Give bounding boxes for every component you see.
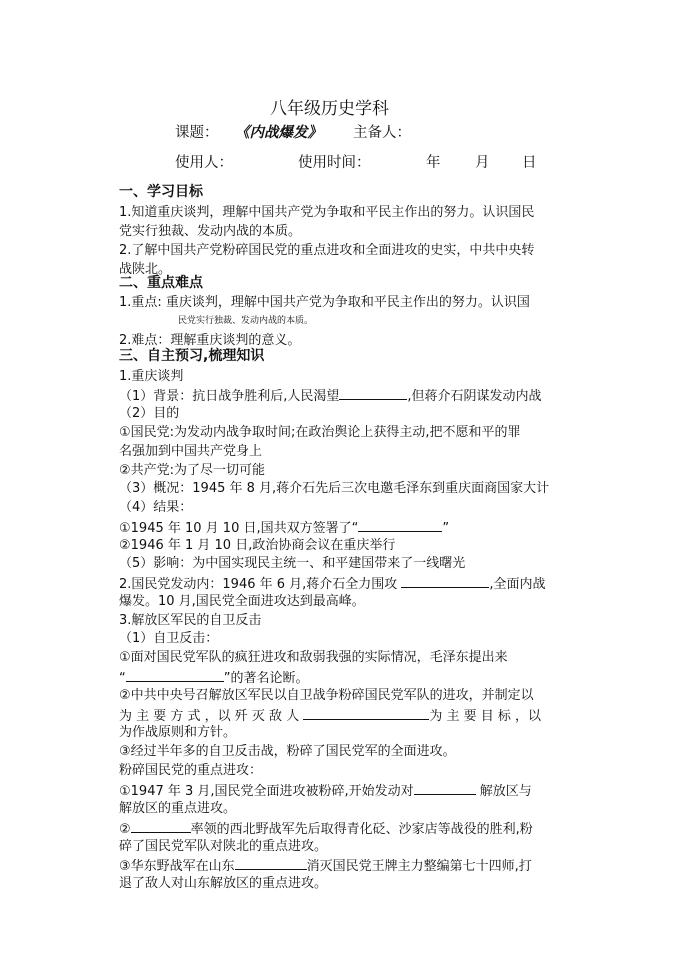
text-line: 爆发。10 月,国民党全面进攻达到最高峰。 [119,594,365,609]
text-line: ①国民党:为发动内战争取时间;在政治舆论上获得主动,把不愿和平的罪 [119,425,521,440]
fill-blank[interactable] [358,517,442,532]
text-line: （3）概况：1945 年 8 月,蒋介石先后三次电邀毛泽东到重庆面商国家大计 [119,481,550,496]
text-line: （2）目的 [119,406,180,421]
month-label: 月 [475,155,490,171]
text-segment: ② [119,822,131,837]
text-line [119,517,569,538]
text-line: ②中共中央号召解放区军民以自卫战争粉碎国民党军队的进攻，并制定以 [119,688,534,703]
text-segment: ③华东野战军在山东 [119,859,235,874]
fill-blank[interactable] [131,818,191,833]
user-label: 使用人： [175,155,233,171]
text-segment: 为 主 要 方 式 ，以 歼 灭 敌 人 [119,709,304,724]
text-line: 3.解放区军民的自卫反击 [119,613,262,628]
text-line: 退了敌人对山东解放区的重点进攻。 [119,876,328,891]
text-segment: （1）背景：抗日战争胜利后,人民渴望 [119,389,340,404]
text-line: （5）影响：为中国实现民主统一、和平建国带来了一线曙光 [119,556,466,571]
section-heading-objectives: 一、学习目标 [119,184,203,200]
text-segment: 为 主 要 目 标 ，以 [429,709,541,724]
text-line: 党实行独裁、发动内战的本质。 [119,224,302,239]
fill-blank[interactable] [303,705,429,720]
text-line [119,667,569,688]
text-line: 粉碎国民党的重点进攻： [119,763,263,778]
text-line: （1）自卫反击： [119,631,219,646]
text-line: 1.重庆谈判 [119,369,184,384]
text-segment: “ [119,671,126,686]
text-line [119,780,569,801]
text-segment: ①1947 年 3 月,国民党全面进攻被粉碎,开始发动对 [119,784,414,799]
text-segment: ①1945 年 10 月 10 日,国共双方签署了“ [119,521,359,536]
text-line: 为作战原则和方针。 [119,725,237,740]
text-line: 民党实行独裁、发动内战的本质。 [178,316,314,326]
text-segment: 解放区与 [475,784,532,799]
text-segment: ” [442,521,450,536]
text-line: 2.了解中国共产党粉碎国民党的重点进攻和全面进攻的史实，中共中央转 [119,243,535,258]
text-line [119,573,569,594]
fill-blank[interactable] [235,855,307,870]
section-heading-key-points: 二、重点难点 [119,275,203,291]
text-line: （4）结果： [119,500,193,515]
text-segment: 2.国民党发动内：1946 年 6 月,蒋介石全力围攻 [119,577,402,592]
text-line [119,385,569,406]
text-segment: ”的著名论断。 [223,671,309,686]
fill-blank[interactable] [401,573,489,588]
text-line: ②共产党:为了尽一切可能 [119,463,266,478]
text-segment: 率领的西北野战军先后取得青化砭、沙家店等战役的胜利,粉 [190,822,533,837]
fill-blank[interactable] [414,780,476,795]
fill-blank[interactable] [126,667,224,682]
fill-blank[interactable] [339,385,407,400]
topic-name: 《内战爆发》 [235,125,322,141]
text-line: 战陕北。 [119,262,172,277]
topic-label: 课题： [175,125,219,141]
text-line [119,855,569,876]
section-heading-preview: 三、自主预习,梳理知识 [119,348,265,364]
text-line: 碎了国民党军队对陕北的重点进攻。 [119,839,328,854]
text-line: ③经过半年多的自卫反击战，粉碎了国民党军的全面进攻。 [119,744,456,759]
text-segment: ,但蒋介石阴谋发动内战 [407,389,542,404]
text-line: 名强加到中国共产党身上 [119,444,263,459]
text-line: ①面对国民党军队的疯狂进攻和敌弱我强的实际情况，毛泽东提出来 [119,650,508,665]
text-line: ②1946 年 1 月 10 日,政治协商会议在重庆举行 [119,538,396,553]
text-line [119,818,569,839]
year-label: 年 [426,155,441,171]
text-segment: ,全面内战 [489,577,546,592]
day-label: 日 [522,155,537,171]
text-line: 解放区的重点进攻。 [119,801,237,816]
text-line: 1.重点: 重庆谈判，理解中国共产党为争取和平民主作出的努力。认识国 [119,295,530,310]
author-label: 主备人： [353,125,411,141]
text-line: 2.难点：理解重庆谈判的意义。 [119,333,301,348]
text-line: 1.知道重庆谈判，理解中国共产党为争取和平民主作出的努力。认识国民 [119,205,535,220]
page-title: 八年级历史学科 [270,99,389,119]
time-label: 使用时间： [298,155,371,171]
text-segment: 消灭国民党王牌主力整编第七十四师,打 [306,859,532,874]
